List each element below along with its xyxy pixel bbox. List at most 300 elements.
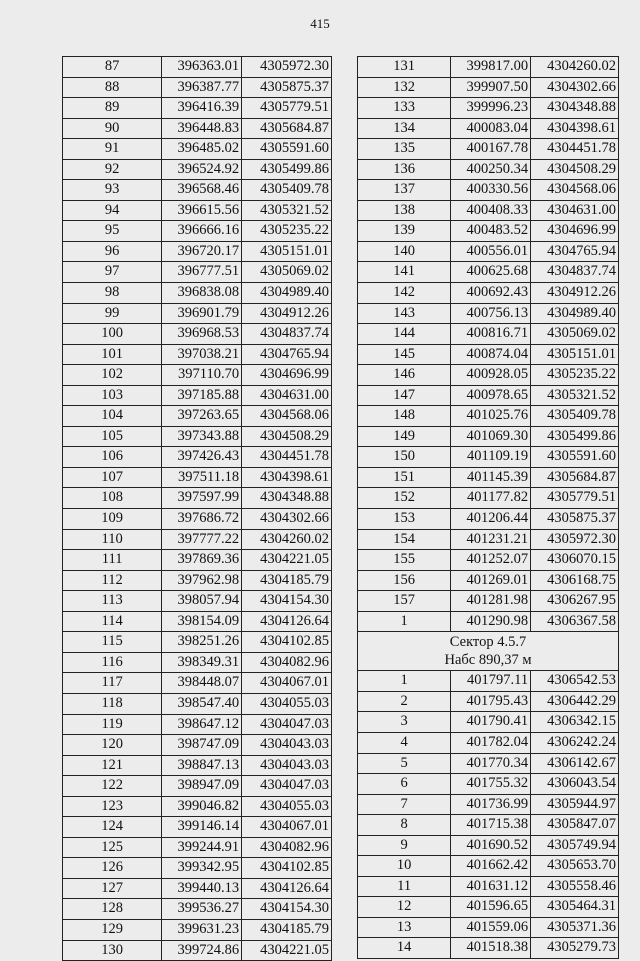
point-number-cell: 147 [358,385,451,406]
x-coordinate-cell: 396416.39 [162,98,242,119]
x-coordinate-cell: 398154.09 [162,611,242,632]
table-row [358,159,619,180]
table-row [358,57,619,78]
table-row [358,303,619,324]
y-coordinate-cell: 4305371.36 [531,917,619,938]
table-row [63,529,332,550]
point-number-cell: 148 [358,406,451,427]
table-row [358,241,619,262]
point-number-cell: 5 [358,753,451,774]
x-coordinate-cell: 401797.11 [451,671,531,692]
y-coordinate-cell: 4305684.87 [531,467,619,488]
table-row [358,283,619,304]
table-row [63,57,332,78]
table-row [358,794,619,815]
y-coordinate-cell: 4305972.30 [242,57,332,78]
y-coordinate-cell: 4305499.86 [531,426,619,447]
y-coordinate-cell: 4304154.30 [242,899,332,920]
table-row [358,712,619,733]
y-coordinate-cell: 4306142.67 [531,753,619,774]
x-coordinate-cell: 401631.12 [451,876,531,897]
point-number-cell: 111 [63,550,162,571]
table-row [63,283,332,304]
point-number-cell: 6 [358,774,451,795]
table-row [358,406,619,427]
y-coordinate-cell: 4305749.94 [531,835,619,856]
table-row [358,200,619,221]
x-coordinate-cell: 399631.23 [162,919,242,940]
y-coordinate-cell: 4304260.02 [531,57,619,78]
table-row [358,671,619,692]
table-row [358,139,619,160]
table-row [63,365,332,386]
table-row [63,693,332,714]
table-row [63,591,332,612]
point-number-cell: 100 [63,324,162,345]
x-coordinate-cell: 398947.09 [162,776,242,797]
table-row [358,365,619,386]
table-row [63,940,332,961]
x-coordinate-cell: 400330.56 [451,180,531,201]
y-coordinate-cell: 4305499.86 [242,159,332,180]
x-coordinate-cell: 399440.13 [162,878,242,899]
table-row [358,691,619,712]
x-coordinate-cell: 400978.65 [451,385,531,406]
table-row [358,509,619,530]
y-coordinate-cell: 4304837.74 [531,262,619,283]
x-coordinate-cell: 401715.38 [451,815,531,836]
table-row [358,529,619,550]
x-coordinate-cell: 400928.05 [451,365,531,386]
point-number-cell: 89 [63,98,162,119]
point-number-cell: 139 [358,221,451,242]
x-coordinate-cell: 399046.82 [162,796,242,817]
point-number-cell: 124 [63,817,162,838]
y-coordinate-cell: 4305972.30 [531,529,619,550]
point-number-cell: 154 [358,529,451,550]
x-coordinate-cell: 397110.70 [162,365,242,386]
x-coordinate-cell: 401145.39 [451,467,531,488]
point-number-cell: 94 [63,200,162,221]
table-row [358,774,619,795]
table-row [358,591,619,612]
y-coordinate-cell: 4304055.03 [242,693,332,714]
table-row [63,714,332,735]
point-number-cell: 144 [358,324,451,345]
point-number-cell: 92 [63,159,162,180]
point-number-cell: 2 [358,691,451,712]
point-number-cell: 115 [63,632,162,653]
point-number-cell: 141 [358,262,451,283]
x-coordinate-cell: 397511.18 [162,467,242,488]
table-row [63,611,332,632]
y-coordinate-cell: 4304221.05 [242,940,332,961]
x-coordinate-cell: 397597.99 [162,488,242,509]
coordinates-table-right [357,56,619,959]
table-row [358,835,619,856]
point-number-cell: 140 [358,241,451,262]
point-number-cell: 12 [358,897,451,918]
point-number-cell: 9 [358,835,451,856]
x-coordinate-cell: 399817.00 [451,57,531,78]
point-number-cell: 133 [358,98,451,119]
y-coordinate-cell: 4306542.53 [531,671,619,692]
x-coordinate-cell: 396485.02 [162,139,242,160]
point-number-cell: 121 [63,755,162,776]
point-number-cell: 1 [358,671,451,692]
x-coordinate-cell: 397263.65 [162,406,242,427]
point-number-cell: 142 [358,283,451,304]
table-row [63,673,332,694]
table-row [63,632,332,653]
section-title: Сектор 4.5.7 [449,634,527,651]
x-coordinate-cell: 401736.99 [451,794,531,815]
x-coordinate-cell: 398647.12 [162,714,242,735]
page-number: 415 [310,16,330,31]
y-coordinate-cell: 4306070.15 [531,550,619,571]
table-row [63,385,332,406]
y-coordinate-cell: 4304348.88 [242,488,332,509]
section-header-cell [358,632,619,671]
y-coordinate-cell: 4304055.03 [242,796,332,817]
x-coordinate-cell: 401281.98 [451,591,531,612]
x-coordinate-cell: 401109.19 [451,447,531,468]
point-number-cell: 96 [63,241,162,262]
table-row [63,796,332,817]
table-row [63,467,332,488]
table-row [358,753,619,774]
x-coordinate-cell: 397869.36 [162,550,242,571]
table-row [358,938,619,959]
point-number-cell: 125 [63,837,162,858]
y-coordinate-cell: 4304631.00 [531,200,619,221]
y-coordinate-cell: 4304568.06 [242,406,332,427]
y-coordinate-cell: 4306242.24 [531,732,619,753]
x-coordinate-cell: 399146.14 [162,817,242,838]
y-coordinate-cell: 4305151.01 [531,344,619,365]
point-number-cell: 108 [63,488,162,509]
table-row [63,837,332,858]
point-number-cell: 146 [358,365,451,386]
y-coordinate-cell: 4304451.78 [242,447,332,468]
y-coordinate-cell: 4305069.02 [531,324,619,345]
x-coordinate-cell: 397343.88 [162,426,242,447]
table-row [63,159,332,180]
y-coordinate-cell: 4305591.60 [242,139,332,160]
x-coordinate-cell: 399996.23 [451,98,531,119]
table-row [63,817,332,838]
x-coordinate-cell: 400556.01 [451,241,531,262]
y-coordinate-cell: 4304102.85 [242,632,332,653]
point-number-cell: 149 [358,426,451,447]
x-coordinate-cell: 399536.27 [162,899,242,920]
y-coordinate-cell: 4305409.78 [242,180,332,201]
table-row [63,139,332,160]
table-row [358,447,619,468]
x-coordinate-cell: 399244.91 [162,837,242,858]
x-coordinate-cell: 398349.31 [162,652,242,673]
y-coordinate-cell: 4305944.97 [531,794,619,815]
point-number-cell: 129 [63,919,162,940]
x-coordinate-cell: 398547.40 [162,693,242,714]
y-coordinate-cell: 4305847.07 [531,815,619,836]
x-coordinate-cell: 396720.17 [162,241,242,262]
x-coordinate-cell: 401690.52 [451,835,531,856]
point-number-cell: 127 [63,878,162,899]
y-coordinate-cell: 4305875.37 [531,509,619,530]
table-row [63,550,332,571]
table-row [63,509,332,530]
y-coordinate-cell: 4304696.99 [531,221,619,242]
y-coordinate-cell: 4304398.61 [242,467,332,488]
point-number-cell: 137 [358,180,451,201]
table-row [358,550,619,571]
x-coordinate-cell: 400816.71 [451,324,531,345]
x-coordinate-cell: 401782.04 [451,732,531,753]
x-coordinate-cell: 399724.86 [162,940,242,961]
table-row [358,611,619,632]
x-coordinate-cell: 401290.98 [451,611,531,632]
table-row [63,344,332,365]
table-row [358,221,619,242]
point-number-cell: 123 [63,796,162,817]
y-coordinate-cell: 4305279.73 [531,938,619,959]
point-number-cell: 138 [358,200,451,221]
point-number-cell: 120 [63,735,162,756]
y-coordinate-cell: 4306168.75 [531,570,619,591]
y-coordinate-cell: 4304912.26 [242,303,332,324]
y-coordinate-cell: 4306043.54 [531,774,619,795]
table-row [358,917,619,938]
table-row [358,262,619,283]
table-row [63,221,332,242]
point-number-cell: 110 [63,529,162,550]
x-coordinate-cell: 401596.65 [451,897,531,918]
table-row [358,876,619,897]
table-row [63,241,332,262]
table-row [63,426,332,447]
point-number-cell: 151 [358,467,451,488]
y-coordinate-cell: 4304185.79 [242,919,332,940]
point-number-cell: 150 [358,447,451,468]
y-coordinate-cell: 4304508.29 [242,426,332,447]
point-number-cell: 155 [358,550,451,571]
point-number-cell: 1 [358,611,451,632]
point-number-cell: 10 [358,856,451,877]
point-number-cell: 105 [63,426,162,447]
x-coordinate-cell: 400083.04 [451,118,531,139]
table-row [63,899,332,920]
y-coordinate-cell: 4304082.96 [242,652,332,673]
point-number-cell: 117 [63,673,162,694]
y-coordinate-cell: 4304126.64 [242,611,332,632]
table-row [63,919,332,940]
point-number-cell: 99 [63,303,162,324]
x-coordinate-cell: 396838.08 [162,283,242,304]
point-number-cell: 135 [358,139,451,160]
point-number-cell: 4 [358,732,451,753]
x-coordinate-cell: 396448.83 [162,118,242,139]
point-number-cell: 98 [63,283,162,304]
x-coordinate-cell: 401559.06 [451,917,531,938]
y-coordinate-cell: 4305779.51 [242,98,332,119]
table-row [358,856,619,877]
point-number-cell: 109 [63,509,162,530]
y-coordinate-cell: 4304154.30 [242,591,332,612]
y-coordinate-cell: 4304837.74 [242,324,332,345]
x-coordinate-cell: 397426.43 [162,447,242,468]
point-number-cell: 87 [63,57,162,78]
x-coordinate-cell: 400756.13 [451,303,531,324]
y-coordinate-cell: 4304348.88 [531,98,619,119]
y-coordinate-cell: 4304221.05 [242,550,332,571]
x-coordinate-cell: 401177.82 [451,488,531,509]
y-coordinate-cell: 4304398.61 [531,118,619,139]
table-row [63,776,332,797]
x-coordinate-cell: 398251.26 [162,632,242,653]
x-coordinate-cell: 397962.98 [162,570,242,591]
point-number-cell: 118 [63,693,162,714]
x-coordinate-cell: 398847.13 [162,755,242,776]
y-coordinate-cell: 4304082.96 [242,837,332,858]
x-coordinate-cell: 396524.92 [162,159,242,180]
point-number-cell: 113 [63,591,162,612]
point-number-cell: 157 [358,591,451,612]
point-number-cell: 132 [358,77,451,98]
point-number-cell: 152 [358,488,451,509]
y-coordinate-cell: 4305875.37 [242,77,332,98]
y-coordinate-cell: 4305235.22 [531,365,619,386]
point-number-cell: 119 [63,714,162,735]
table-row [358,570,619,591]
point-number-cell: 3 [358,712,451,733]
point-number-cell: 153 [358,509,451,530]
table-row [358,467,619,488]
table-row [63,180,332,201]
section-subtitle: Набс 890,37 м [444,652,532,669]
point-number-cell: 97 [63,262,162,283]
table-row [63,652,332,673]
table-row [358,98,619,119]
x-coordinate-cell: 401252.07 [451,550,531,571]
point-number-cell: 156 [358,570,451,591]
table-row [63,303,332,324]
x-coordinate-cell: 401025.76 [451,406,531,427]
y-coordinate-cell: 4305653.70 [531,856,619,877]
y-coordinate-cell: 4304043.03 [242,755,332,776]
y-coordinate-cell: 4304126.64 [242,878,332,899]
y-coordinate-cell: 4304047.03 [242,714,332,735]
table-row [358,180,619,201]
point-number-cell: 128 [63,899,162,920]
point-number-cell: 122 [63,776,162,797]
y-coordinate-cell: 4306267.95 [531,591,619,612]
point-number-cell: 103 [63,385,162,406]
point-number-cell: 91 [63,139,162,160]
point-number-cell: 13 [358,917,451,938]
y-coordinate-cell: 4305464.31 [531,897,619,918]
table-row [358,897,619,918]
y-coordinate-cell: 4304508.29 [531,159,619,180]
y-coordinate-cell: 4305321.52 [531,385,619,406]
y-coordinate-cell: 4305684.87 [242,118,332,139]
point-number-cell: 114 [63,611,162,632]
table-row [63,570,332,591]
x-coordinate-cell: 400692.43 [451,283,531,304]
table-row [63,447,332,468]
x-coordinate-cell: 396568.46 [162,180,242,201]
y-coordinate-cell: 4304302.66 [531,77,619,98]
y-coordinate-cell: 4304696.99 [242,365,332,386]
x-coordinate-cell: 401662.42 [451,856,531,877]
point-number-cell: 95 [63,221,162,242]
point-number-cell: 116 [63,652,162,673]
x-coordinate-cell: 399907.50 [451,77,531,98]
table-row [63,77,332,98]
point-number-cell: 8 [358,815,451,836]
point-number-cell: 102 [63,365,162,386]
table-row [358,77,619,98]
x-coordinate-cell: 400167.78 [451,139,531,160]
table-row [63,262,332,283]
y-coordinate-cell: 4304043.03 [242,735,332,756]
table-row [63,324,332,345]
y-coordinate-cell: 4305558.46 [531,876,619,897]
x-coordinate-cell: 399342.95 [162,858,242,879]
y-coordinate-cell: 4306342.15 [531,712,619,733]
point-number-cell: 130 [63,940,162,961]
point-number-cell: 93 [63,180,162,201]
point-number-cell: 106 [63,447,162,468]
section-header-row [358,632,619,671]
table-row [63,98,332,119]
x-coordinate-cell: 396666.16 [162,221,242,242]
table-row [358,815,619,836]
y-coordinate-cell: 4305409.78 [531,406,619,427]
table-row [63,406,332,427]
table-row [63,755,332,776]
y-coordinate-cell: 4304765.94 [531,241,619,262]
x-coordinate-cell: 398448.07 [162,673,242,694]
y-coordinate-cell: 4304185.79 [242,570,332,591]
y-coordinate-cell: 4306367.58 [531,611,619,632]
table-row [63,200,332,221]
x-coordinate-cell: 397777.22 [162,529,242,550]
y-coordinate-cell: 4305321.52 [242,200,332,221]
point-number-cell: 145 [358,344,451,365]
point-number-cell: 7 [358,794,451,815]
table-row [358,488,619,509]
x-coordinate-cell: 397185.88 [162,385,242,406]
point-number-cell: 101 [63,344,162,365]
y-coordinate-cell: 4304067.01 [242,817,332,838]
y-coordinate-cell: 4305151.01 [242,241,332,262]
x-coordinate-cell: 400483.52 [451,221,531,242]
y-coordinate-cell: 4304989.40 [242,283,332,304]
table-row [358,344,619,365]
y-coordinate-cell: 4304451.78 [531,139,619,160]
table-row [63,735,332,756]
y-coordinate-cell: 4306442.29 [531,691,619,712]
table-row [358,118,619,139]
table-row [63,858,332,879]
x-coordinate-cell: 400874.04 [451,344,531,365]
point-number-cell: 112 [63,570,162,591]
y-coordinate-cell: 4304067.01 [242,673,332,694]
y-coordinate-cell: 4304631.00 [242,385,332,406]
y-coordinate-cell: 4305069.02 [242,262,332,283]
y-coordinate-cell: 4305779.51 [531,488,619,509]
